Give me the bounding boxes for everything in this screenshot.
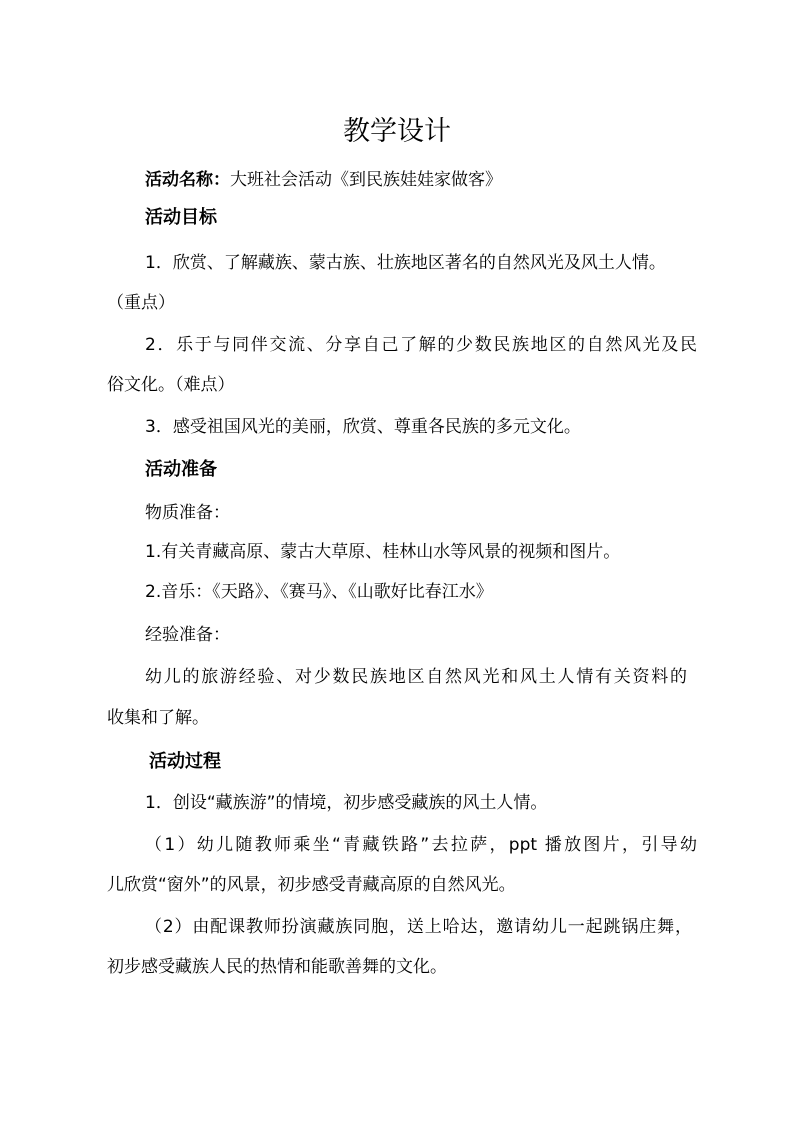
process-substep-1-text: （1）幼儿随教师乘坐“青藏铁路”去拉萨，ppt 播放图片，引导幼 [145, 835, 697, 855]
preparation-heading: 活动准备 [145, 459, 217, 480]
goal-item-1: 1．欣赏、了解藏族、蒙古族、壮族地区著名的自然风光及风土人情。 [145, 253, 666, 273]
process-heading: 活动过程 [149, 751, 221, 772]
process-step-1: 1．创设“藏族游”的情境，初步感受藏族的风土人情。 [145, 793, 548, 813]
process-substep-2-continued: 初步感受藏族人民的热情和能歌善舞的文化。 [107, 957, 447, 977]
material-item-1: 1.有关青藏高原、蒙古大草原、桂林山水等风景的视频和图片。 [145, 542, 621, 562]
activity-name-value: 大班社会活动《到民族娃娃家做客》 [230, 170, 502, 190]
experience-line-2: 收集和了解。 [107, 708, 209, 728]
goal-item-2-continued: 俗文化。（难点） [107, 375, 235, 395]
experience-preparation-label: 经验准备： [145, 625, 230, 645]
process-substep-1 [145, 833, 697, 857]
activity-name-line [145, 168, 502, 192]
goal-item-2 [145, 333, 697, 357]
experience-line-1 [145, 665, 687, 689]
page-title: 教学设计 [343, 116, 451, 147]
goals-heading: 活动目标 [145, 207, 217, 228]
process-substep-1-continued: 儿欣赏“窗外”的风景，初步感受青藏高原的自然风光。 [107, 875, 516, 895]
goal-item-1-continued: （重点） [107, 293, 175, 313]
material-preparation-label: 物质准备： [145, 503, 230, 523]
goal-item-2-text: 2．乐于与同伴交流、分享自己了解的少数民族地区的自然风光及民 [145, 335, 697, 355]
process-substep-2-text: （2）由配课教师扮演藏族同胞，送上哈达，邀请幼儿一起跳锅庄舞， [145, 917, 692, 937]
activity-name-label: 活动名称： [145, 170, 230, 190]
experience-line-1-text: 幼儿的旅游经验、对少数民族地区自然风光和风土人情有关资料的 [145, 667, 687, 687]
material-item-2: 2.音乐：《天路》、《赛马》、《山歌好比春江水》 [145, 582, 493, 602]
goal-item-3: 3．感受祖国风光的美丽，欣赏、尊重各民族的多元文化。 [145, 417, 581, 437]
process-substep-2 [145, 915, 692, 939]
